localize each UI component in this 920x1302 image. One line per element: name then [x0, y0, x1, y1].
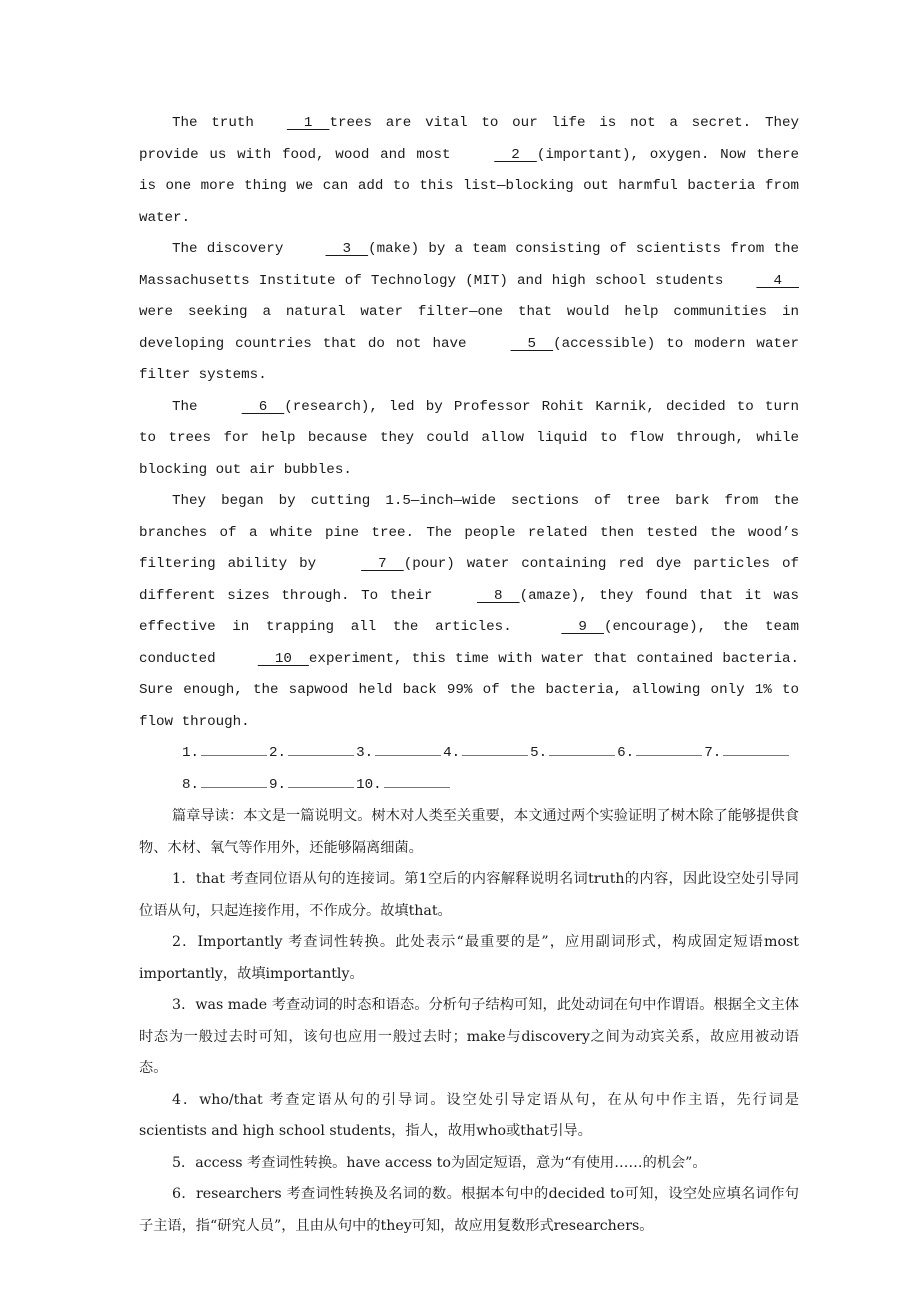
passage-guide: 篇章导读：本文是一篇说明文。树木对人类至关重要，本文通过两个实验证明了树木除了能够提供食物、木材、氧气等作用外，还能够隔离细菌。 [139, 808, 799, 856]
answer-number: 10. [356, 776, 382, 793]
answer-line [375, 743, 441, 756]
answer-explanation-3: 3．was made 考查动词的时态和语态。分析句子结构可知，此处动词在句中作谓语。根据全文主体时态为一般过去时可知，该句也应用一般过去时；make与discovery之间为动宾关系，故应用被动语态。 [139, 997, 799, 1076]
answer-slot [443, 738, 528, 770]
cloze-blank: 1 [286, 115, 330, 131]
passage-paragraph: They began by cutting 1.5—inch—wide sections of tree bark from the branches of a white pine tree. The people related then tested the wood’s filtering ability by 7 (pour) water containing red dye particles of different sizes through. To their 8 (amaze), they found that it was effective in trapping all the articles. 9 (encourage), the team conducted 10 experiment, this time with water that contained bacteria. Sure enough, the sapwood held back 99% of the bacteria, allowing only 1% to flow through. [139, 493, 799, 730]
answer-explanation-1: 1．that 考查同位语从句的连接词。第1空后的内容解释说明名词truth的内容，因此设空处引导同位语从句，只起连接作用，不作成分。故填that。 [139, 871, 799, 919]
answer-number: 1. [182, 745, 200, 761]
passage-paragraph: The discovery 3 (make) by a team consisting of scientists from the Massachusetts Institute of Technology (MIT) and high school students 4 were seeking a natural water filter—one that would help communities in developing countries that do not have 5 (accessible) to modern water filter systems. [139, 234, 799, 392]
answer-row-1 [182, 738, 799, 770]
passage-paragraph: The truth 1 trees are vital to our life is not a secret. They provide us with food, wood and most 2 (important), oxygen. Now there is one more thing we can add to this list—blocking out harmful bacteria from water. [139, 108, 799, 234]
answer-number: 4. [443, 745, 461, 761]
answer-line [201, 775, 267, 788]
answer-slot [704, 738, 789, 770]
answer-slot [269, 738, 354, 770]
document-page [139, 108, 799, 1242]
cloze-blank: 10 [257, 650, 309, 667]
answer-explanation-4: 4．who/that 考查定语从句的引导词。设空处引导定语从句，在从句中作主语，先行词是scientists and high school students，指人，故用who或that引导。 [139, 1091, 799, 1139]
answer-slot [182, 770, 267, 802]
answer-line [288, 775, 354, 788]
answer-line [462, 743, 528, 756]
answer-number: 3. [356, 745, 374, 761]
answer-line [549, 743, 615, 756]
answer-number: 9. [269, 776, 287, 793]
cloze-blank: 6 [241, 398, 285, 415]
cloze-blank: 5 [510, 335, 554, 352]
cloze-blank: 3 [325, 241, 369, 257]
cloze-blank: 9 [561, 619, 604, 635]
answer-slot [182, 738, 267, 770]
answer-number: 7. [704, 745, 722, 761]
cloze-blank: 2 [494, 146, 537, 163]
answer-slot [617, 738, 702, 770]
answer-number: 6. [617, 745, 635, 761]
passage-paragraph: The 6 (research), led by Professor Rohit Karnik, decided to turn to trees for help because they could allow liquid to flow through, while blocking out air bubbles. [139, 392, 799, 487]
answer-explanation-6: 6．researchers 考查词性转换及名词的数。根据本句中的decided to可知，设空处应填名词作句子主语，指“研究人员”，且由从句中的they可知，故应用复数形式researchers。 [139, 1186, 799, 1234]
answer-slot [356, 738, 441, 770]
answer-explanation-5: 5．access 考查词性转换。have access to为固定短语，意为“有使用……的机会”。 [172, 1154, 707, 1171]
answer-number: 2. [269, 745, 287, 761]
cloze-blank: 8 [476, 587, 520, 604]
answer-number: 5. [530, 745, 548, 761]
cloze-blank: 4 [756, 272, 799, 289]
answer-slot [356, 770, 450, 802]
answer-slot [530, 738, 615, 770]
answer-explanation-2: 2．Importantly 考查词性转换。此处表示“最重要的是”，应用副词形式，构成固定短语most importantly，故填importantly。 [139, 934, 799, 982]
answer-slot [269, 770, 354, 802]
answer-line [723, 743, 789, 756]
cloze-blank: 7 [361, 556, 404, 572]
answer-row-2 [182, 770, 799, 802]
answer-number: 8. [182, 776, 200, 793]
answer-line [384, 775, 450, 788]
answer-line [636, 743, 702, 756]
answer-line [288, 743, 354, 756]
answer-sheet [139, 738, 799, 801]
answer-line [201, 743, 267, 756]
cloze-passage [139, 108, 799, 738]
